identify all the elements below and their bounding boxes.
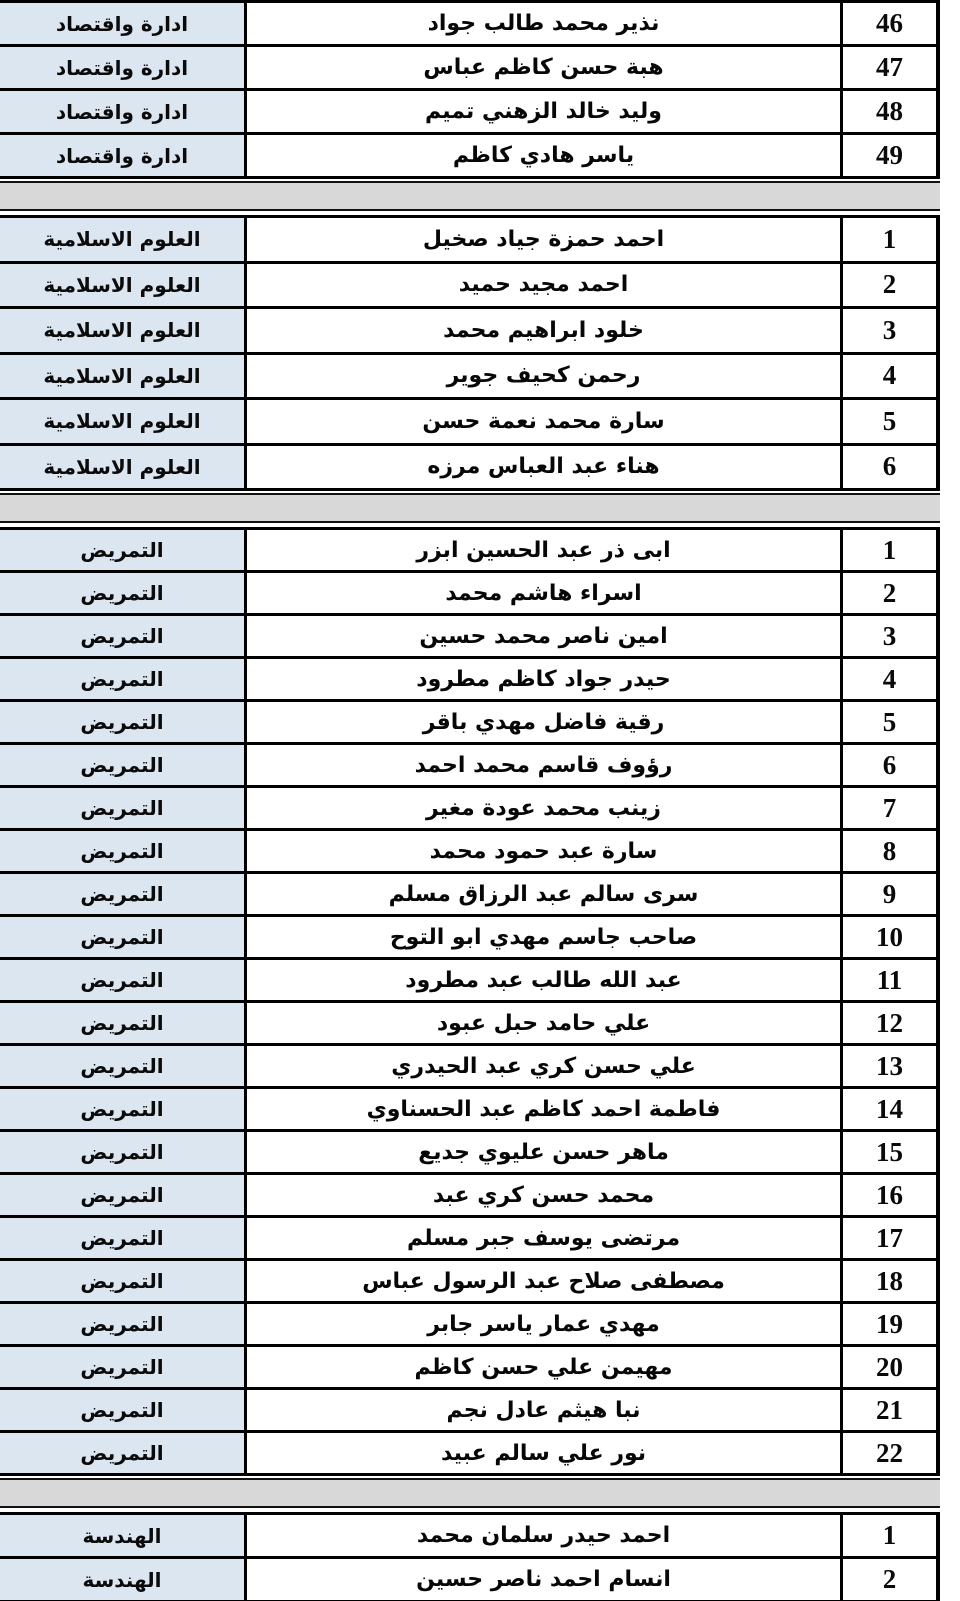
table-row — [0, 218, 940, 264]
department-cell: التمريض — [0, 573, 247, 613]
department-cell: العلوم الاسلامية — [0, 400, 247, 443]
department-cell: التمريض — [0, 1089, 247, 1129]
table-row — [0, 1046, 940, 1089]
name-cell: رحمن كحيف جوير — [247, 355, 843, 398]
table-row — [0, 1218, 940, 1261]
name-cell: محمد حسن كري عبد — [247, 1175, 843, 1215]
table-row — [0, 3, 940, 47]
name-cell: امين ناصر محمد حسين — [247, 616, 843, 656]
section-separator — [0, 1478, 940, 1508]
department-cell: التمريض — [0, 1046, 247, 1086]
table-row — [0, 446, 940, 492]
table-row — [0, 702, 940, 745]
department-cell: ادارة واقتصاد — [0, 135, 247, 176]
name-cell: هناء عبد العباس مرزه — [247, 446, 843, 489]
department-cell: العلوم الاسلامية — [0, 446, 247, 489]
name-cell: مهدي عمار ياسر جابر — [247, 1304, 843, 1344]
department-cell: التمريض — [0, 917, 247, 957]
department-cell: التمريض — [0, 745, 247, 785]
table-row — [0, 1089, 940, 1132]
department-cell: التمريض — [0, 788, 247, 828]
name-cell: مهيمن علي حسن كاظم — [247, 1347, 843, 1387]
table-row — [0, 309, 940, 355]
table-row — [0, 1347, 940, 1390]
name-cell: خلود ابراهيم محمد — [247, 309, 843, 352]
department-cell: التمريض — [0, 1433, 247, 1473]
name-cell: نور علي سالم عبيد — [247, 1433, 843, 1473]
table-row — [0, 1132, 940, 1175]
department-cell: ادارة واقتصاد — [0, 91, 247, 132]
section-separator — [0, 493, 940, 523]
number-cell: 18 — [843, 1261, 940, 1301]
department-cell: التمريض — [0, 530, 247, 570]
department-cell: التمريض — [0, 960, 247, 1000]
table-row — [0, 1433, 940, 1476]
number-cell: 11 — [843, 960, 940, 1000]
name-cell: وليد خالد الزهني تميم — [247, 91, 843, 132]
department-cell: التمريض — [0, 831, 247, 871]
name-cell: علي حامد حبل عبود — [247, 1003, 843, 1043]
department-cell: التمريض — [0, 1175, 247, 1215]
department-cell: ادارة واقتصاد — [0, 47, 247, 88]
name-cell: رؤوف قاسم محمد احمد — [247, 745, 843, 785]
table-row — [0, 1175, 940, 1218]
table-row — [0, 573, 940, 616]
number-cell: 4 — [843, 659, 940, 699]
number-cell: 1 — [843, 218, 940, 261]
name-cell: سرى سالم عبد الرزاق مسلم — [247, 874, 843, 914]
number-cell: 2 — [843, 264, 940, 307]
number-cell: 8 — [843, 831, 940, 871]
number-cell: 21 — [843, 1390, 940, 1430]
name-cell: صاحب جاسم مهدي ابو التوح — [247, 917, 843, 957]
table-row — [0, 745, 940, 788]
table-row — [0, 135, 940, 179]
name-cell: احمد مجيد حميد — [247, 264, 843, 307]
name-cell: ابى ذر عبد الحسين ابزر — [247, 530, 843, 570]
department-cell: التمريض — [0, 702, 247, 742]
department-section — [0, 0, 940, 179]
department-cell: التمريض — [0, 1304, 247, 1344]
name-cell: فاطمة احمد كاظم عبد الحسناوي — [247, 1089, 843, 1129]
name-cell: سارة محمد نعمة حسن — [247, 400, 843, 443]
number-cell: 46 — [843, 3, 940, 44]
table-row — [0, 355, 940, 401]
table-row — [0, 788, 940, 831]
department-section — [0, 527, 940, 1476]
number-cell: 17 — [843, 1218, 940, 1258]
number-cell: 20 — [843, 1347, 940, 1387]
name-cell: انسام احمد ناصر حسين — [247, 1559, 843, 1600]
table-row — [0, 400, 940, 446]
name-cell: حيدر جواد كاظم مطرود — [247, 659, 843, 699]
department-cell: التمريض — [0, 1390, 247, 1430]
department-cell: التمريض — [0, 659, 247, 699]
table-row — [0, 264, 940, 310]
number-cell: 6 — [843, 446, 940, 489]
department-cell: الهندسة — [0, 1515, 247, 1556]
number-cell: 14 — [843, 1089, 940, 1129]
table-row — [0, 960, 940, 1003]
table-row — [0, 659, 940, 702]
number-cell: 9 — [843, 874, 940, 914]
name-cell: علي حسن كري عبد الحيدري — [247, 1046, 843, 1086]
table-row — [0, 1304, 940, 1347]
number-cell: 47 — [843, 47, 940, 88]
department-cell: التمريض — [0, 1218, 247, 1258]
department-cell: العلوم الاسلامية — [0, 355, 247, 398]
number-cell: 7 — [843, 788, 940, 828]
table-row — [0, 91, 940, 135]
table-row — [0, 1390, 940, 1433]
number-cell: 3 — [843, 309, 940, 352]
number-cell: 13 — [843, 1046, 940, 1086]
number-cell: 2 — [843, 1559, 940, 1600]
department-cell: العلوم الاسلامية — [0, 309, 247, 352]
name-cell: احمد حيدر سلمان محمد — [247, 1515, 843, 1556]
number-cell: 6 — [843, 745, 940, 785]
number-cell: 5 — [843, 702, 940, 742]
department-cell: العلوم الاسلامية — [0, 264, 247, 307]
name-cell: زينب محمد عودة مغير — [247, 788, 843, 828]
table-row — [0, 1515, 940, 1559]
name-cell: عبد الله طالب عبد مطرود — [247, 960, 843, 1000]
name-cell: رقية فاضل مهدي باقر — [247, 702, 843, 742]
table-row — [0, 1559, 940, 1601]
number-cell: 16 — [843, 1175, 940, 1215]
table-row — [0, 874, 940, 917]
table-row — [0, 1261, 940, 1304]
department-cell: الهندسة — [0, 1559, 247, 1600]
number-cell: 1 — [843, 530, 940, 570]
number-cell: 48 — [843, 91, 940, 132]
name-cell: مرتضى يوسف جبر مسلم — [247, 1218, 843, 1258]
number-cell: 4 — [843, 355, 940, 398]
number-cell: 10 — [843, 917, 940, 957]
name-cell: ماهر حسن عليوي جديع — [247, 1132, 843, 1172]
name-cell: مصطفى صلاح عبد الرسول عباس — [247, 1261, 843, 1301]
name-cell: سارة عبد حمود محمد — [247, 831, 843, 871]
table-row — [0, 917, 940, 960]
department-cell: العلوم الاسلامية — [0, 218, 247, 261]
number-cell: 3 — [843, 616, 940, 656]
table-row — [0, 831, 940, 874]
table-row — [0, 47, 940, 91]
table-row — [0, 530, 940, 573]
number-cell: 1 — [843, 1515, 940, 1556]
number-cell: 22 — [843, 1433, 940, 1473]
department-cell: التمريض — [0, 616, 247, 656]
name-cell: ياسر هادي كاظم — [247, 135, 843, 176]
section-separator — [0, 181, 940, 211]
number-cell: 12 — [843, 1003, 940, 1043]
department-cell: التمريض — [0, 1261, 247, 1301]
department-cell: ادارة واقتصاد — [0, 3, 247, 44]
name-cell: هبة حسن كاظم عباس — [247, 47, 843, 88]
table-row — [0, 616, 940, 659]
name-cell: اسراء هاشم محمد — [247, 573, 843, 613]
number-cell: 49 — [843, 135, 940, 176]
department-section — [0, 1512, 940, 1601]
department-cell: التمريض — [0, 1003, 247, 1043]
number-cell: 19 — [843, 1304, 940, 1344]
name-cell: احمد حمزة جياد صخيل — [247, 218, 843, 261]
number-cell: 5 — [843, 400, 940, 443]
department-section — [0, 215, 940, 491]
table-row — [0, 1003, 940, 1046]
department-cell: التمريض — [0, 1347, 247, 1387]
number-cell: 2 — [843, 573, 940, 613]
name-cell: نذير محمد طالب جواد — [247, 3, 843, 44]
department-cell: التمريض — [0, 874, 247, 914]
department-cell: التمريض — [0, 1132, 247, 1172]
name-cell: نبا هيثم عادل نجم — [247, 1390, 843, 1430]
number-cell: 15 — [843, 1132, 940, 1172]
